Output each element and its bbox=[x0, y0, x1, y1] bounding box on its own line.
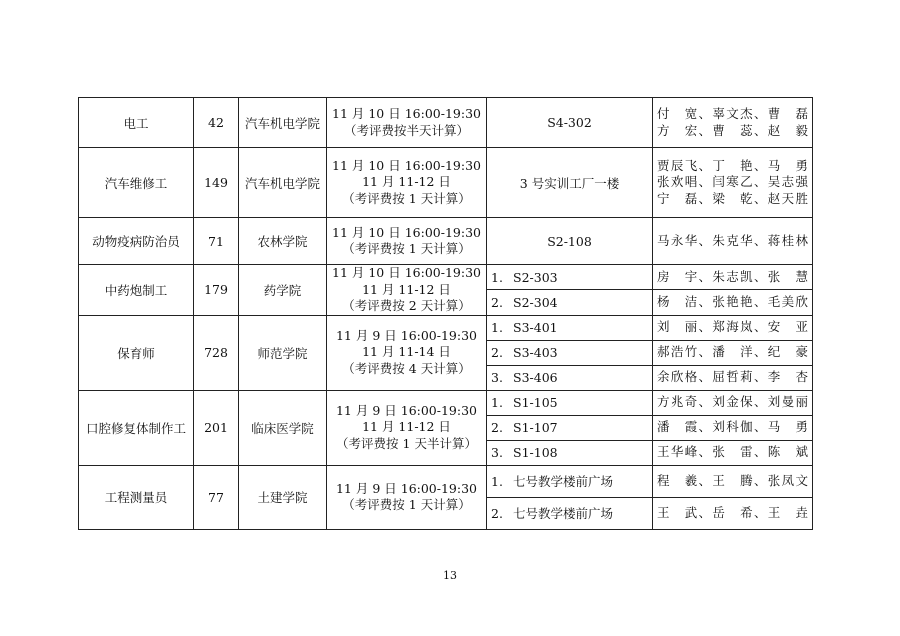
venue-cell bbox=[487, 340, 653, 365]
venue-number: 1. bbox=[491, 395, 503, 410]
college-cell: 师范学院 bbox=[239, 315, 327, 390]
examiners-cell bbox=[653, 465, 813, 497]
exam-time-line: （考评费按 1 天半计算） bbox=[336, 435, 477, 451]
examiners-cell bbox=[653, 148, 813, 218]
examiners-line: 程 羲、王 腾、张凤文 bbox=[657, 472, 808, 488]
examiners-line: 潘 霞、刘科伽、马 勇 bbox=[657, 419, 808, 435]
venue-name: S4-302 bbox=[547, 115, 592, 130]
trade-name-cell: 中药炮制工 bbox=[79, 265, 194, 316]
college-cell: 临床医学院 bbox=[239, 390, 327, 465]
exam-time-line: （考评费按 1 天计算） bbox=[342, 497, 471, 512]
venue-number: 1. bbox=[491, 474, 503, 489]
trade-name-cell: 动物疫病防治员 bbox=[79, 218, 194, 265]
exam-time-cell bbox=[327, 148, 487, 218]
examiners-cell bbox=[653, 340, 813, 365]
examiners-line: 郝浩竹、潘 洋、纪 豪 bbox=[657, 344, 808, 360]
venue-number: 2. bbox=[491, 345, 503, 360]
exam-time-line: 11 月 10 日 16:00-19:30 bbox=[332, 106, 481, 121]
venue-number: 3. bbox=[491, 445, 503, 460]
examiners-cell bbox=[653, 390, 813, 415]
exam-schedule-table bbox=[78, 97, 813, 530]
exam-time-line: 11 月 10 日 16:00-19:30 bbox=[332, 157, 481, 173]
venue-cell bbox=[487, 265, 653, 290]
exam-time-line: （考评费按 1 天计算） bbox=[342, 190, 471, 206]
examiners-line: 王 武、岳 希、王 垚 bbox=[657, 504, 808, 520]
examiners-cell bbox=[653, 440, 813, 465]
candidate-count-cell: 201 bbox=[194, 390, 239, 465]
candidate-count-cell: 42 bbox=[194, 98, 239, 148]
venue-cell bbox=[487, 290, 653, 315]
examiners-line: 王华峰、张 雷、陈 斌 bbox=[657, 444, 808, 460]
examiners-line: 房 宇、朱志凯、张 慧 bbox=[657, 268, 808, 284]
venue-name: 七号教学楼前广场 bbox=[513, 474, 614, 489]
venue-name: 3 号实训工厂一楼 bbox=[519, 175, 620, 191]
table-row bbox=[79, 390, 813, 415]
exam-time-line: （考评费按半天计算） bbox=[343, 122, 469, 138]
examiners-line: 余欣格、屈哲莉、李 杏 bbox=[657, 369, 808, 385]
college-cell: 农林学院 bbox=[239, 218, 327, 265]
trade-name-cell: 电工 bbox=[79, 98, 194, 148]
exam-time-line: 11 月 11-14 日 bbox=[362, 344, 451, 360]
candidate-count-cell: 71 bbox=[194, 218, 239, 265]
exam-time-line: （考评费按 2 天计算） bbox=[342, 298, 471, 313]
exam-time-line: 11 月 9 日 16:00-19:30 bbox=[335, 327, 478, 343]
college-cell: 汽车机电学院 bbox=[239, 148, 327, 218]
venue-cell bbox=[487, 390, 653, 415]
examiners-line: 贾辰飞、丁 艳、马 勇 bbox=[657, 157, 808, 173]
examiners-cell bbox=[653, 98, 813, 148]
examiners-line: 张欢唱、闫寒乙、吴志强 bbox=[657, 174, 808, 190]
examiners-cell bbox=[653, 497, 813, 529]
venue-number: 2. bbox=[491, 294, 503, 310]
venue-number: 3. bbox=[491, 370, 503, 385]
examiners-line: 杨 洁、张艳艳、毛美欣 bbox=[657, 294, 808, 310]
trade-name-cell: 口腔修复体制作工 bbox=[79, 390, 194, 465]
venue-cell bbox=[487, 497, 653, 529]
venue-cell bbox=[487, 440, 653, 465]
venue-name: S1-108 bbox=[513, 445, 558, 460]
exam-time-line: 11 月 11-12 日 bbox=[362, 174, 451, 190]
venue-cell bbox=[487, 315, 653, 340]
examiners-line: 付 宽、辜文杰、曹 磊 bbox=[657, 106, 808, 121]
candidate-count-cell: 149 bbox=[194, 148, 239, 218]
examiners-cell bbox=[653, 218, 813, 265]
venue-name: S3-401 bbox=[513, 320, 558, 335]
venue-cell bbox=[487, 365, 653, 390]
examiners-line: 方 宏、曹 蕊、赵 毅 bbox=[657, 122, 808, 138]
venue-name: S1-107 bbox=[513, 420, 558, 435]
examiners-cell bbox=[653, 415, 813, 440]
trade-name-cell: 保育师 bbox=[79, 315, 194, 390]
exam-time-line: 11 月 9 日 16:00-19:30 bbox=[335, 480, 478, 496]
venue-cell bbox=[487, 148, 653, 218]
exam-time-line: （考评费按 4 天计算） bbox=[342, 360, 471, 376]
examiners-cell bbox=[653, 315, 813, 340]
venue-name: S3-403 bbox=[513, 345, 558, 360]
college-cell: 土建学院 bbox=[239, 465, 327, 529]
venue-name: S2-304 bbox=[513, 294, 558, 310]
trade-name-cell: 工程测量员 bbox=[79, 465, 194, 529]
venue-name: S2-303 bbox=[513, 269, 558, 285]
exam-time-line: 11 月 11-12 日 bbox=[362, 281, 451, 297]
candidate-count-cell: 77 bbox=[194, 465, 239, 529]
venue-cell bbox=[487, 415, 653, 440]
venue-name: S2-108 bbox=[547, 233, 592, 249]
examiners-cell bbox=[653, 265, 813, 290]
examiners-line: 刘 丽、郑海岚、安 亚 bbox=[657, 319, 808, 335]
exam-time-line: 11 月 10 日 16:00-19:30 bbox=[332, 265, 481, 280]
venue-name: 七号教学楼前广场 bbox=[513, 506, 614, 521]
exam-time-line: 11 月 9 日 16:00-19:30 bbox=[335, 402, 478, 418]
exam-time-cell bbox=[327, 465, 487, 529]
exam-time-cell bbox=[327, 98, 487, 148]
table-row bbox=[79, 98, 813, 148]
venue-name: S1-105 bbox=[513, 395, 558, 410]
exam-time-line: 11 月 10 日 16:00-19:30 bbox=[332, 224, 481, 240]
venue-number: 2. bbox=[491, 420, 503, 435]
exam-time-cell bbox=[327, 315, 487, 390]
exam-time-cell bbox=[327, 390, 487, 465]
examiners-cell bbox=[653, 290, 813, 315]
table-row bbox=[79, 465, 813, 497]
candidate-count-cell: 728 bbox=[194, 315, 239, 390]
examiners-line: 方兆奇、刘金保、刘曼丽 bbox=[657, 394, 808, 410]
venue-number: 1. bbox=[491, 320, 503, 335]
examiners-line: 马永华、朱克华、蒋桂林 bbox=[657, 232, 808, 248]
college-cell: 药学院 bbox=[239, 265, 327, 316]
venue-number: 2. bbox=[491, 506, 503, 521]
exam-time-cell bbox=[327, 218, 487, 265]
exam-time-line: （考评费按 1 天计算） bbox=[342, 241, 471, 256]
exam-time-line: 11 月 11-12 日 bbox=[362, 419, 451, 435]
table-row bbox=[79, 315, 813, 340]
venue-cell bbox=[487, 218, 653, 265]
venue-number: 1. bbox=[491, 269, 503, 285]
exam-time-cell bbox=[327, 265, 487, 316]
examiners-cell bbox=[653, 365, 813, 390]
page-number: 13 bbox=[443, 569, 457, 582]
candidate-count-cell: 179 bbox=[194, 265, 239, 316]
venue-cell bbox=[487, 98, 653, 148]
table-row bbox=[79, 148, 813, 218]
examiners-line: 宁 磊、梁 乾、赵天胜 bbox=[657, 190, 808, 206]
trade-name-cell: 汽车维修工 bbox=[79, 148, 194, 218]
table-row bbox=[79, 218, 813, 265]
venue-name: S3-406 bbox=[513, 370, 558, 385]
table-row bbox=[79, 265, 813, 290]
venue-cell bbox=[487, 465, 653, 497]
college-cell: 汽车机电学院 bbox=[239, 98, 327, 148]
